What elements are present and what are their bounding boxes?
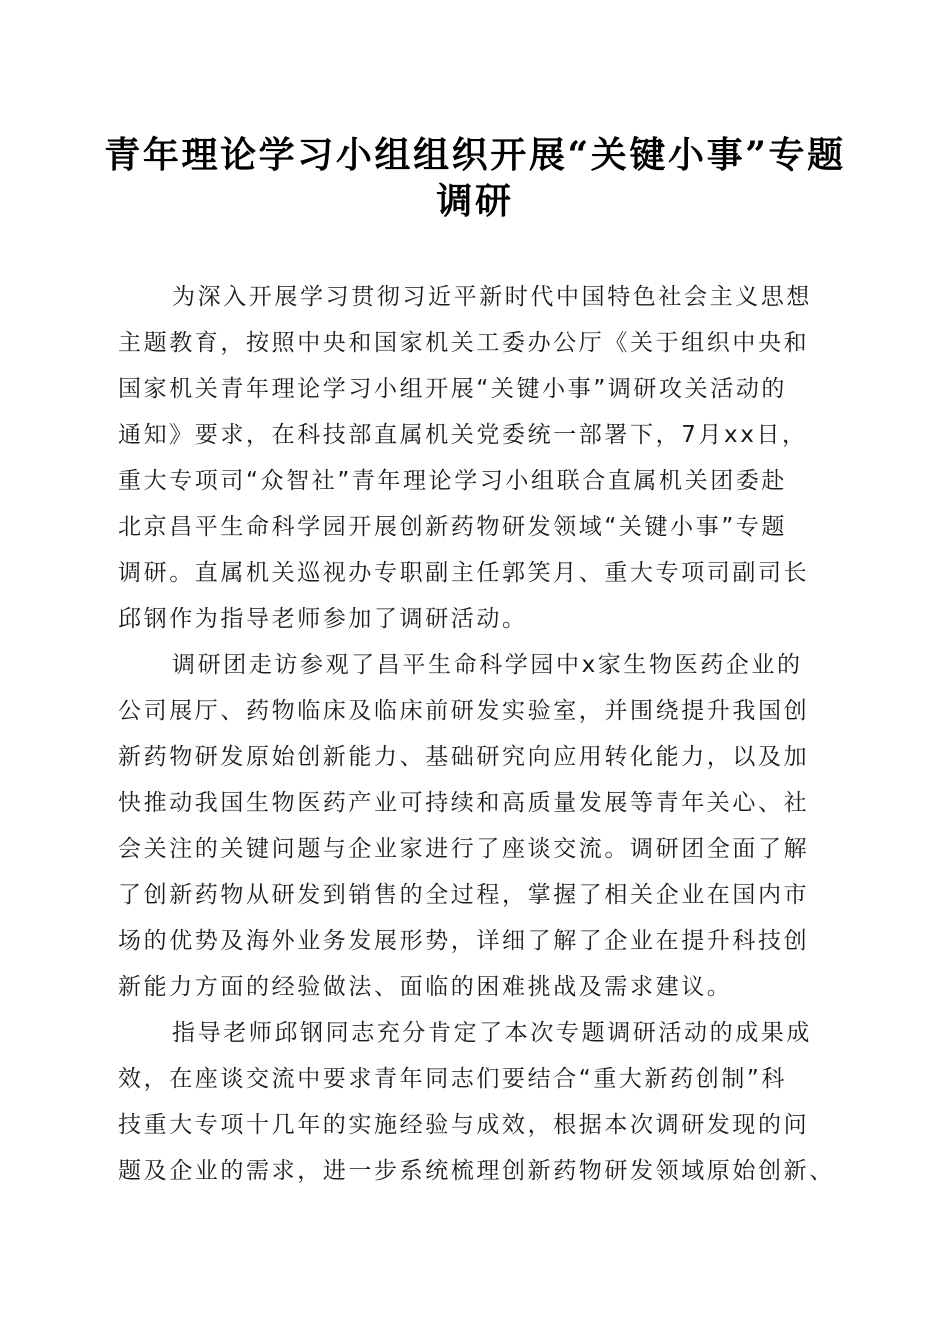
text-line: 国家机关青年理论学习小组开展“关键小事”调研攻关活动的 [118, 376, 788, 402]
text-line: 重大专项司“众智社”青年理论学习小组联合直属机关团委赴 [118, 468, 788, 494]
text-line: 公司展厅、药物临床及临床前研发实验室，并围绕提升我国创 [118, 698, 810, 724]
text-line: 调研。直属机关巡视办专职副主任郭笑月、重大专项司副司长 [118, 560, 810, 586]
document-title [100, 132, 850, 224]
title-line: 调研 [436, 180, 514, 222]
text-line: 了创新药物从研发到销售的全过程，掌握了相关企业在国内市 [118, 882, 810, 908]
text-line: 北京昌平生命科学园开展创新药物研发领域“关键小事”专题 [118, 514, 788, 540]
text-line: 快推动我国生物医药产业可持续和高质量发展等青年关心、社 [118, 790, 810, 816]
paragraph-3 [118, 1010, 835, 1194]
title-line: 青年理论学习小组组织开展“关键小事”专题 [104, 134, 846, 176]
paragraph-1 [118, 274, 830, 642]
text-line: 题及企业的需求，进一步系统梳理创新药物研发领域原始创新、 [118, 1158, 835, 1184]
text-line: 场的优势及海外业务发展形势，详细了解了企业在提升科技创 [118, 928, 810, 954]
text-line: 效，在座谈交流中要求青年同志们要结合“重大新药创制”科 [118, 1066, 788, 1092]
text-line: 会关注的关键问题与企业家进行了座谈交流。调研团全面了解 [118, 836, 810, 862]
document-body [118, 274, 835, 1194]
text-line: 为深入开展学习贯彻习近平新时代中国特色社会主义思想 [172, 284, 812, 310]
text-line: 技重大专项十几年的实施经验与成效，根据本次调研发现的问 [118, 1112, 810, 1138]
text-line: 邱钢作为指导老师参加了调研活动。 [118, 606, 528, 632]
paragraph-2 [118, 642, 830, 1010]
text-line: 指导老师邱钢同志充分肯定了本次专题调研活动的成果成 [172, 1020, 812, 1046]
text-line: 新药物研发原始创新能力、基础研究向应用转化能力，以及加 [118, 744, 810, 770]
text-line: 主题教育，按照中央和国家机关工委办公厅《关于组织中央和 [118, 330, 810, 356]
text-line: 通知》要求，在科技部直属机关党委统一部署下，7月xx日， [118, 422, 808, 448]
text-line: 新能力方面的经验做法、面临的困难挑战及需求建议。 [118, 974, 733, 1000]
text-line: 调研团走访参观了昌平生命科学园中x家生物医药企业的 [172, 652, 803, 678]
